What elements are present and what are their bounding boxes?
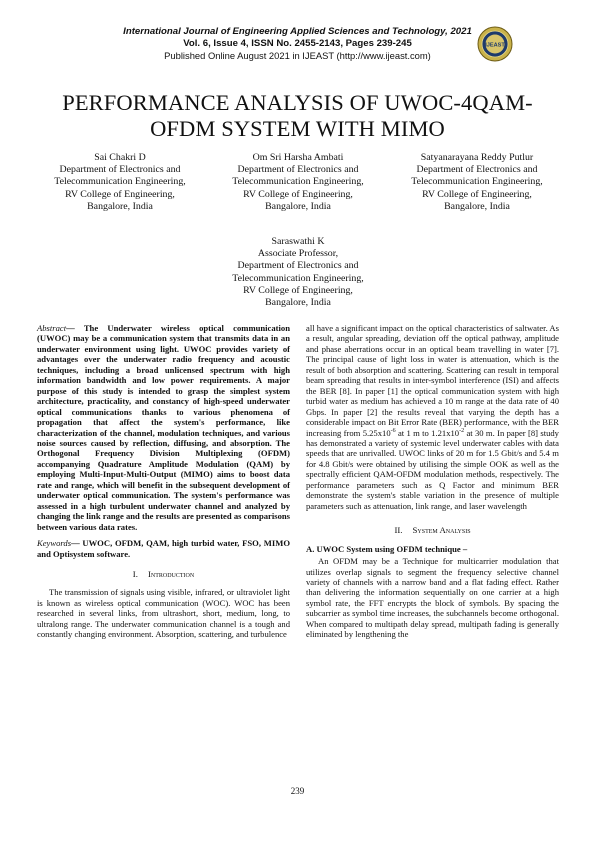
journal-published: Published Online August 2021 in IJEAST (http://www.ijeast.com): [164, 50, 431, 61]
journal-logo-icon: [477, 26, 513, 62]
keywords-text: — UWOC, OFDM, QAM, high turbid water, FSO, MIMO and Optisystem software.: [37, 538, 290, 559]
title-line-2: OFDM SYSTEM WITH MIMO: [150, 116, 445, 141]
abstract-text: — The Underwater wireless optical communication (UWOC) may be a communication system that transmits data in an underwater environment using light. UWOC provides variety of advantages over the underwater radio frequency and acoustic techniques, including a broad unlicensed spectrum with high information bandwidth and low power requirements. A major purpose of this study is intended to grasp the simplest system architecture, practicality, and constancy of high-speed underwater optical communications thanks to various phenomena of propagation that affect the system's performance, like characterization of the channel, modulation techniques, and various noise sources caused by reflection, diffusing, and absorption. The Orthogonal Frequency Division Multiplexing (OFDM) accompanying Quadrature Amplitude Modulation (QAM) by employing Multi-Input-Multi-Output (MIMO) aims to boost data rate and range, which will benefit in the subsequent development of underwater optical communication. The system's performance was assessed in a high turbulent underwater channel and analyzed by changing the link range and the results are presented as comparisons between various data rates.: [37, 323, 290, 532]
journal-name: International Journal of Engineering Applied Sciences and Technology, 2021: [123, 26, 472, 37]
author-dept: Department of Electronics and: [237, 260, 359, 272]
section-number: II.: [394, 525, 403, 536]
author-dept: Department of Electronics and: [59, 164, 181, 176]
author-location: Bangalore, India: [87, 200, 153, 212]
exponent: -2: [459, 427, 465, 434]
author-location: Bangalore, India: [265, 297, 331, 309]
author-college: RV College of Engineering,: [422, 188, 532, 200]
page-number: 239: [290, 786, 305, 796]
author-block: [208, 236, 388, 309]
section-title: System Analysis: [412, 525, 471, 536]
left-column: [37, 323, 290, 640]
author-college: RV College of Engineering,: [243, 188, 353, 200]
author-dept: Department of Electronics and: [416, 164, 538, 176]
author-location: Bangalore, India: [265, 200, 331, 212]
title-line-1: PERFORMANCE ANALYSIS OF UWOC-4QAM-: [62, 90, 533, 115]
author-college: RV College of Engineering,: [243, 284, 353, 296]
author-dept: Telecommunication Engineering,: [54, 176, 186, 188]
abstract-label: Abstract: [37, 323, 67, 333]
intro-paragraph: The transmission of signals using visible, infrared, or ultraviolet light is known as wireless optical communication (WOC). WOC has been researched in several links, from ultrashort, short, medium, long, to ultralong range. The underwater communication channel is a tough and constantly changing environment. Absorption, scattering, and turbulence: [37, 587, 290, 640]
subsection-heading: A. UWOC System using OFDM technique –: [306, 543, 468, 554]
section-heading-introduction: [37, 569, 290, 579]
author-block: [208, 152, 388, 213]
author-dept: Telecommunication Engineering,: [232, 272, 364, 284]
author-block: [30, 152, 210, 213]
author-position: Associate Professor,: [257, 248, 339, 260]
author-block: [387, 152, 567, 213]
intro-paragraph-continued: all have a significant impact on the optical characteristics of saltwater. As a result, angular spreading, deviation off the optical pathway, amplitude and phase aberrations occur in an optical beam travelling in water [7]. The principal cause of light loss in water is attenuation, which is the result of both absorption and scattering. Scattering can result in temporal beam spreading that results in inter-symbol interference (ISI) and affects the BER [8]. In paper [1] the optical communication system with high turbid water as medium has achieved a 10 m range at the data rate of 40 Gbps. In paper [2] the results reveal that varying the depth has a considerable impact on Bit Error Rate (BER) performance, with the BER increasing from $5.25x10^{-6}$ at 1 m to $1.21x10^{-2}$ at 30 m. In paper [8] study has demonstrated a variety of systemic level underwater cables with data speeds that are unrivalled. UWOC links of 20 m for 1.5 Gbit/s and 5.4 m for 4.8 Gbit/s were obtained by utilising the simple OOK as well as the spectrally efficient QAM-OFDM modulation methods, respectively. The performance parameters such as Q Factor and minimum BER demonstrate the system's stable variation in the presence of multiple parameters such as attenuation, link range, and laser wavelength: [306, 323, 559, 511]
journal-volume: Vol. 6, Issue 4, ISSN No. 2455-2143, Pages 239-245: [183, 38, 412, 49]
section-title: Introduction: [147, 568, 195, 579]
svg-text:IJEAST: IJEAST: [485, 42, 505, 49]
paper-title: [30, 90, 565, 142]
exponent: -6: [390, 427, 396, 434]
author-college: RV College of Engineering,: [65, 188, 175, 200]
author-name: Sai Chakri D: [94, 152, 146, 163]
keywords: [37, 538, 290, 559]
keywords-label: Keywords: [37, 538, 72, 549]
author-location: Bangalore, India: [444, 200, 510, 212]
author-dept: Department of Electronics and: [237, 164, 359, 176]
author-dept: Telecommunication Engineering,: [232, 176, 364, 188]
section-number: I.: [132, 568, 138, 579]
author-dept: Telecommunication Engineering,: [411, 176, 543, 188]
system-analysis-paragraph: An OFDM may be a Technique for multicarrier modulation that utilizes overlap signals to segment the frequency selective channel variety of channels with a narrow band and a flat fading effect. Rather than delivering the information sequentially on one carrier at a high symbol rate, the FFT encrypts the block of symbols. By spacing the subcarrier as symbol time increases, the subchannels become orthogonal. When compared to multipath delay spread, multipath fading is generally eliminated by lengthening the: [306, 556, 559, 640]
author-name: Satyanarayana Reddy Putlur: [420, 152, 534, 163]
section-heading-system-analysis: [306, 525, 559, 535]
author-name: Saraswathi K: [271, 236, 325, 247]
author-name: Om Sri Harsha Ambati: [252, 152, 344, 163]
abstract: [37, 323, 290, 532]
right-column: [306, 323, 559, 640]
